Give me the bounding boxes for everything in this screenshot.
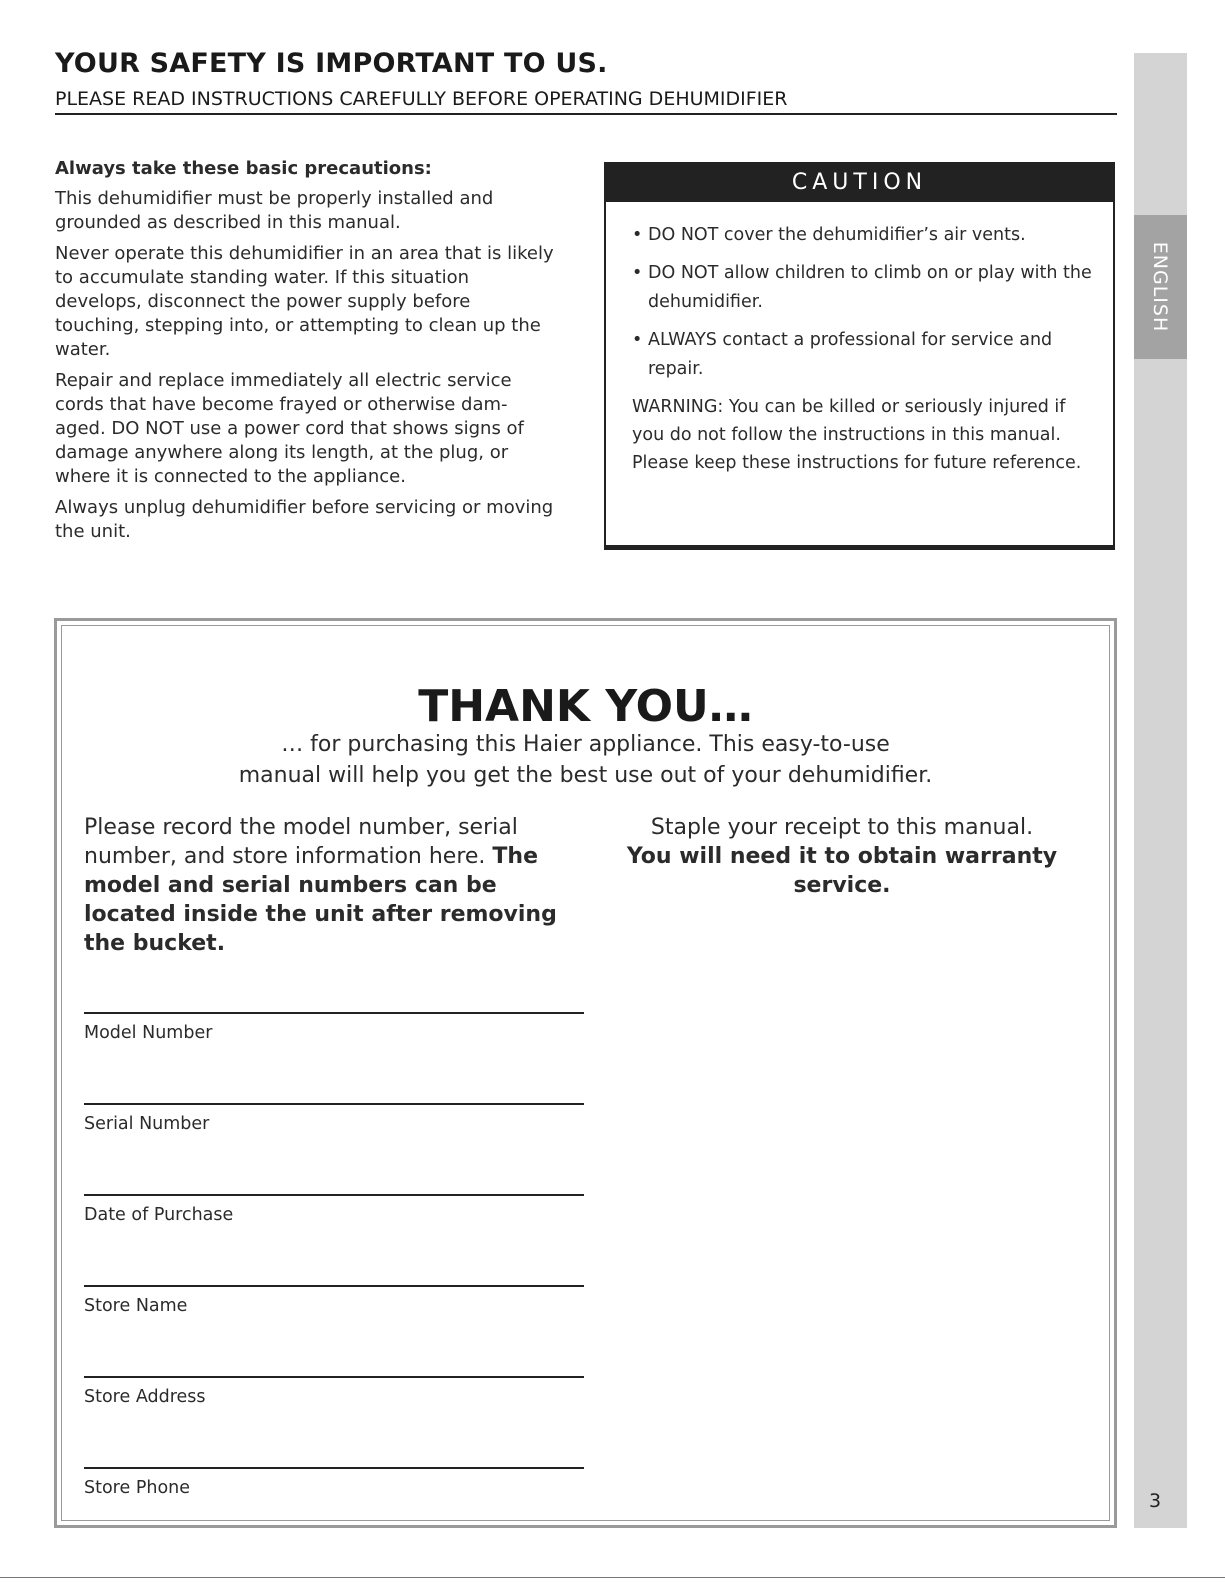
field-label: Serial Number bbox=[84, 1114, 210, 1134]
date-of-purchase-field[interactable] bbox=[84, 1194, 584, 1225]
caution-box bbox=[604, 162, 1115, 550]
field-line bbox=[84, 1376, 584, 1378]
page-number: 3 bbox=[1149, 1490, 1162, 1512]
caution-bullet bbox=[632, 326, 1093, 384]
bullet-icon: • bbox=[632, 225, 643, 245]
caution-body bbox=[606, 202, 1113, 477]
page-subtitle: PLEASE READ INSTRUCTIONS CAREFULLY BEFORE OPERATING DEHUMIDIFIER bbox=[55, 88, 788, 110]
bullet-icon: • bbox=[632, 330, 643, 350]
thank-you-box bbox=[54, 618, 1117, 1528]
field-label: Date of Purchase bbox=[84, 1205, 234, 1225]
field-line bbox=[84, 1103, 584, 1105]
caution-bullet-text: ALWAYS contact a professional for service and repair. bbox=[648, 330, 1053, 379]
thank-you-line: … for purchasing this Haier appliance. This easy-to-use bbox=[281, 732, 890, 757]
field-line bbox=[84, 1012, 584, 1014]
caution-bullet-text: DO NOT cover the dehumidifier’s air vents. bbox=[648, 225, 1026, 245]
store-name-field[interactable] bbox=[84, 1285, 584, 1316]
page-title: YOUR SAFETY IS IMPORTANT TO US. bbox=[55, 48, 608, 79]
field-line bbox=[84, 1467, 584, 1469]
field-line bbox=[84, 1285, 584, 1287]
caution-bullet-text: DO NOT allow children to climb on or play with the dehumidifier. bbox=[648, 263, 1092, 312]
model-number-field[interactable] bbox=[84, 1012, 584, 1043]
field-label: Store Name bbox=[84, 1296, 188, 1316]
field-label: Store Address bbox=[84, 1387, 206, 1407]
precautions-section bbox=[55, 157, 555, 551]
staple-bold-text: You will need it to obtain warranty service. bbox=[626, 844, 1058, 898]
field-label: Store Phone bbox=[84, 1478, 191, 1498]
precaution-paragraph: Repair and replace immediately all electric service cords that have become frayed or otherwise dam-aged. DO NOT use a power cord that shows signs of damage anywhere along its length, at the plug, or where it is connected to the appliance. bbox=[55, 370, 524, 487]
field-label: Model Number bbox=[84, 1023, 213, 1043]
serial-number-field[interactable] bbox=[84, 1103, 584, 1134]
thank-you-subtitle bbox=[62, 729, 1109, 791]
language-label: ENGLISH bbox=[1149, 241, 1171, 333]
precaution-paragraph: Never operate this dehumidifier in an area that is likely to accumulate standing water. If this situation develops, disconnect the power supply before touching, stepping into, or attempting to clean up the water. bbox=[55, 243, 554, 360]
staple-instructions bbox=[592, 813, 1092, 900]
store-address-field[interactable] bbox=[84, 1376, 584, 1407]
precaution-paragraph: This dehumidifier must be properly installed and grounded as described in this manual. bbox=[55, 188, 494, 233]
caution-bullet bbox=[632, 259, 1093, 317]
precaution-paragraph: Always unplug dehumidifier before servicing or moving the unit. bbox=[55, 497, 554, 542]
thank-you-title: THANK YOU… bbox=[418, 681, 753, 732]
header-divider bbox=[55, 113, 1117, 115]
thank-you-inner-border bbox=[61, 625, 1110, 1521]
bottom-divider bbox=[0, 1577, 1225, 1578]
record-bold-text: The model and serial numbers can be located inside the unit after removing the bucket. bbox=[84, 844, 557, 956]
bullet-icon: • bbox=[632, 263, 643, 283]
thank-you-line: manual will help you get the best use out of your dehumidifier. bbox=[238, 763, 933, 788]
precautions-lead: Always take these basic precautions: bbox=[55, 158, 432, 179]
field-line bbox=[84, 1194, 584, 1196]
caution-title: CAUTION bbox=[606, 164, 1113, 202]
caution-bullet bbox=[632, 221, 1093, 250]
warning-text: WARNING: You can be killed or seriously injured if you do not follow the instructions in this manual. Please keep these instructions for future reference. bbox=[632, 397, 1082, 473]
store-phone-field[interactable] bbox=[84, 1467, 584, 1498]
record-instructions bbox=[84, 813, 594, 958]
staple-text: Staple your receipt to this manual. bbox=[650, 815, 1034, 840]
record-text: Please record the model number, serial number, and store information here. bbox=[84, 815, 518, 869]
